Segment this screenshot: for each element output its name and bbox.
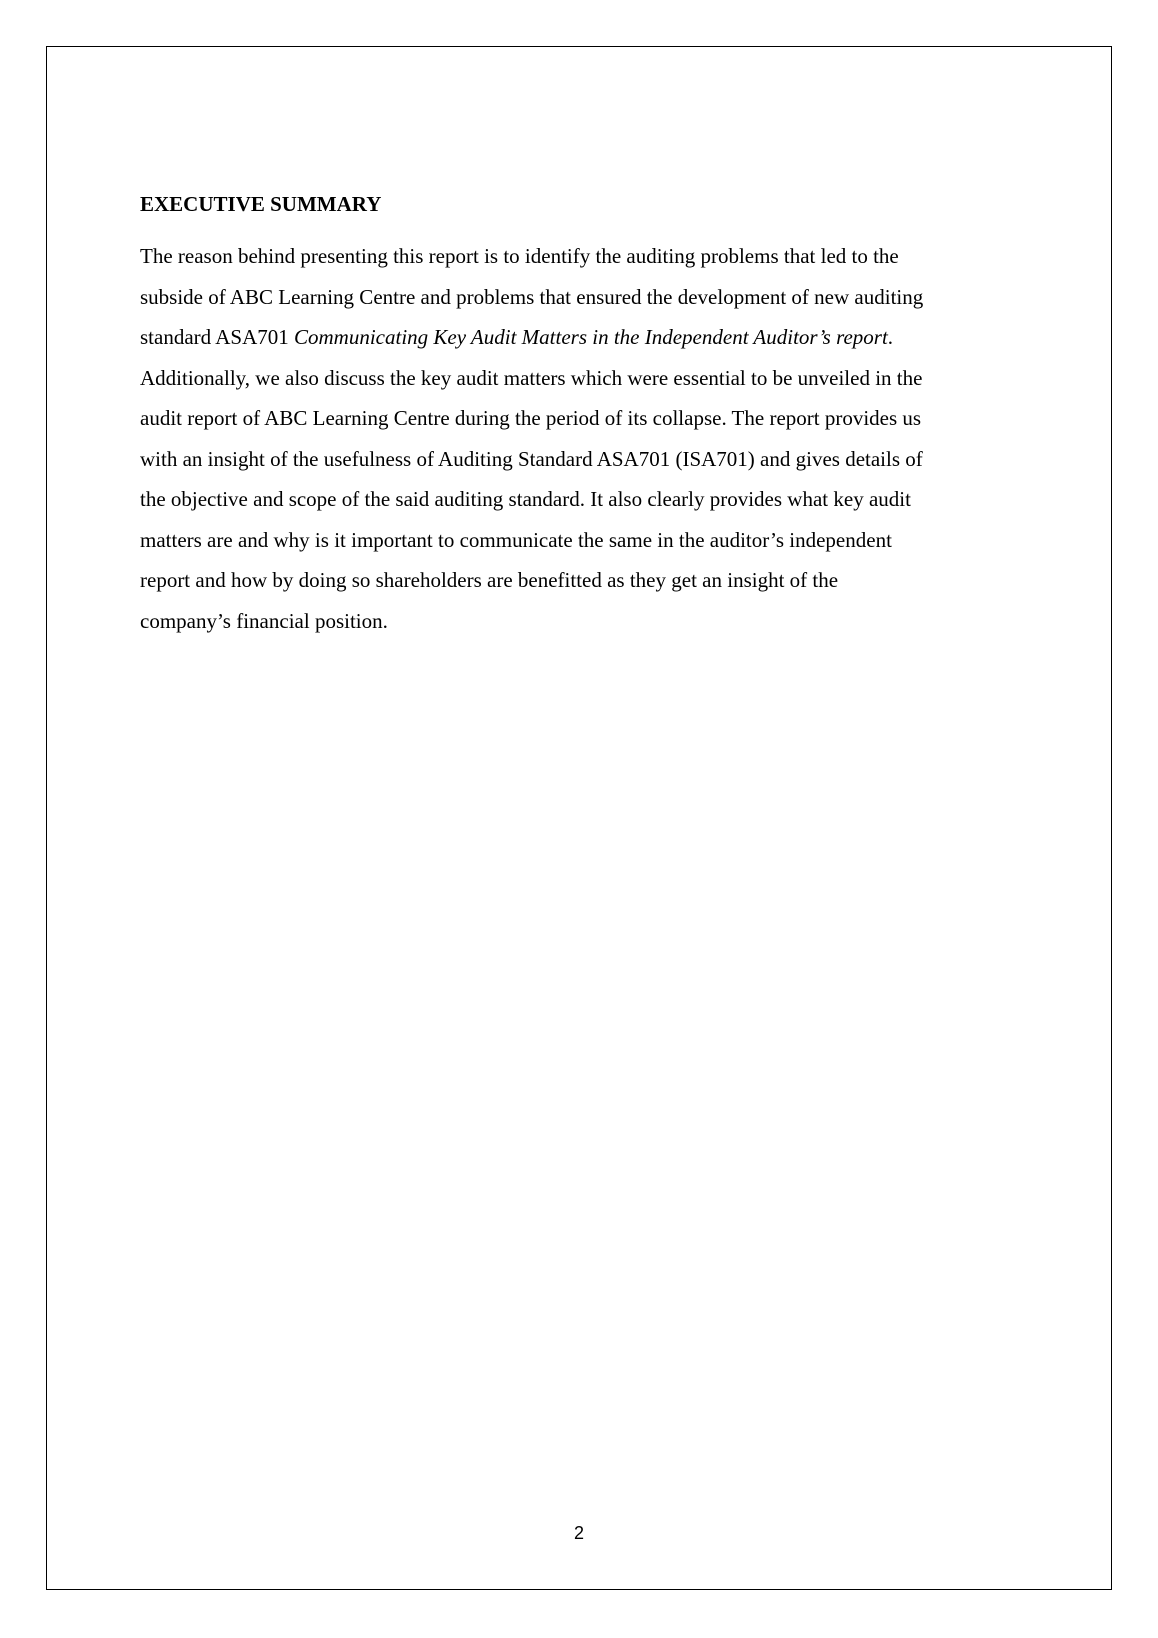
paragraph-line: the objective and scope of the said auditing standard. It also clearly provides what key audit [140,487,911,511]
section-heading: EXECUTIVE SUMMARY [140,192,382,216]
standard-title-italic: Communicating Key Audit Matters in the Independent Auditor’s report [294,325,888,349]
paragraph-line: matters are and why is it important to communicate the same in the auditor’s independent [140,527,892,552]
paragraph-line: The reason behind presenting this report is to identify the auditing problems that led to the [140,244,899,268]
executive-summary-paragraph [140,236,1020,641]
paragraph-line: subside of ABC Learning Centre and problems that ensured the development of new auditing [140,284,924,309]
paragraph-line: company’s financial position. [140,608,388,633]
paragraph-text: . [887,325,894,349]
paragraph-line: with an insight of the usefulness of Auditing Standard ASA701 (ISA701) and gives details of [140,446,923,471]
paragraph-line [140,317,1020,358]
page-number: 2 [573,1523,584,1543]
paragraph-line: audit report of ABC Learning Centre during the period of its collapse. The report provides us [140,406,922,430]
paragraph-line: report and how by doing so shareholders are benefitted as they get an insight of the [140,568,839,592]
paragraph-line: Additionally, we also discuss the key audit matters which were essential to be unveiled in the [140,365,923,390]
page-content [140,190,1020,641]
paragraph-text: standard ASA701 [140,325,294,349]
